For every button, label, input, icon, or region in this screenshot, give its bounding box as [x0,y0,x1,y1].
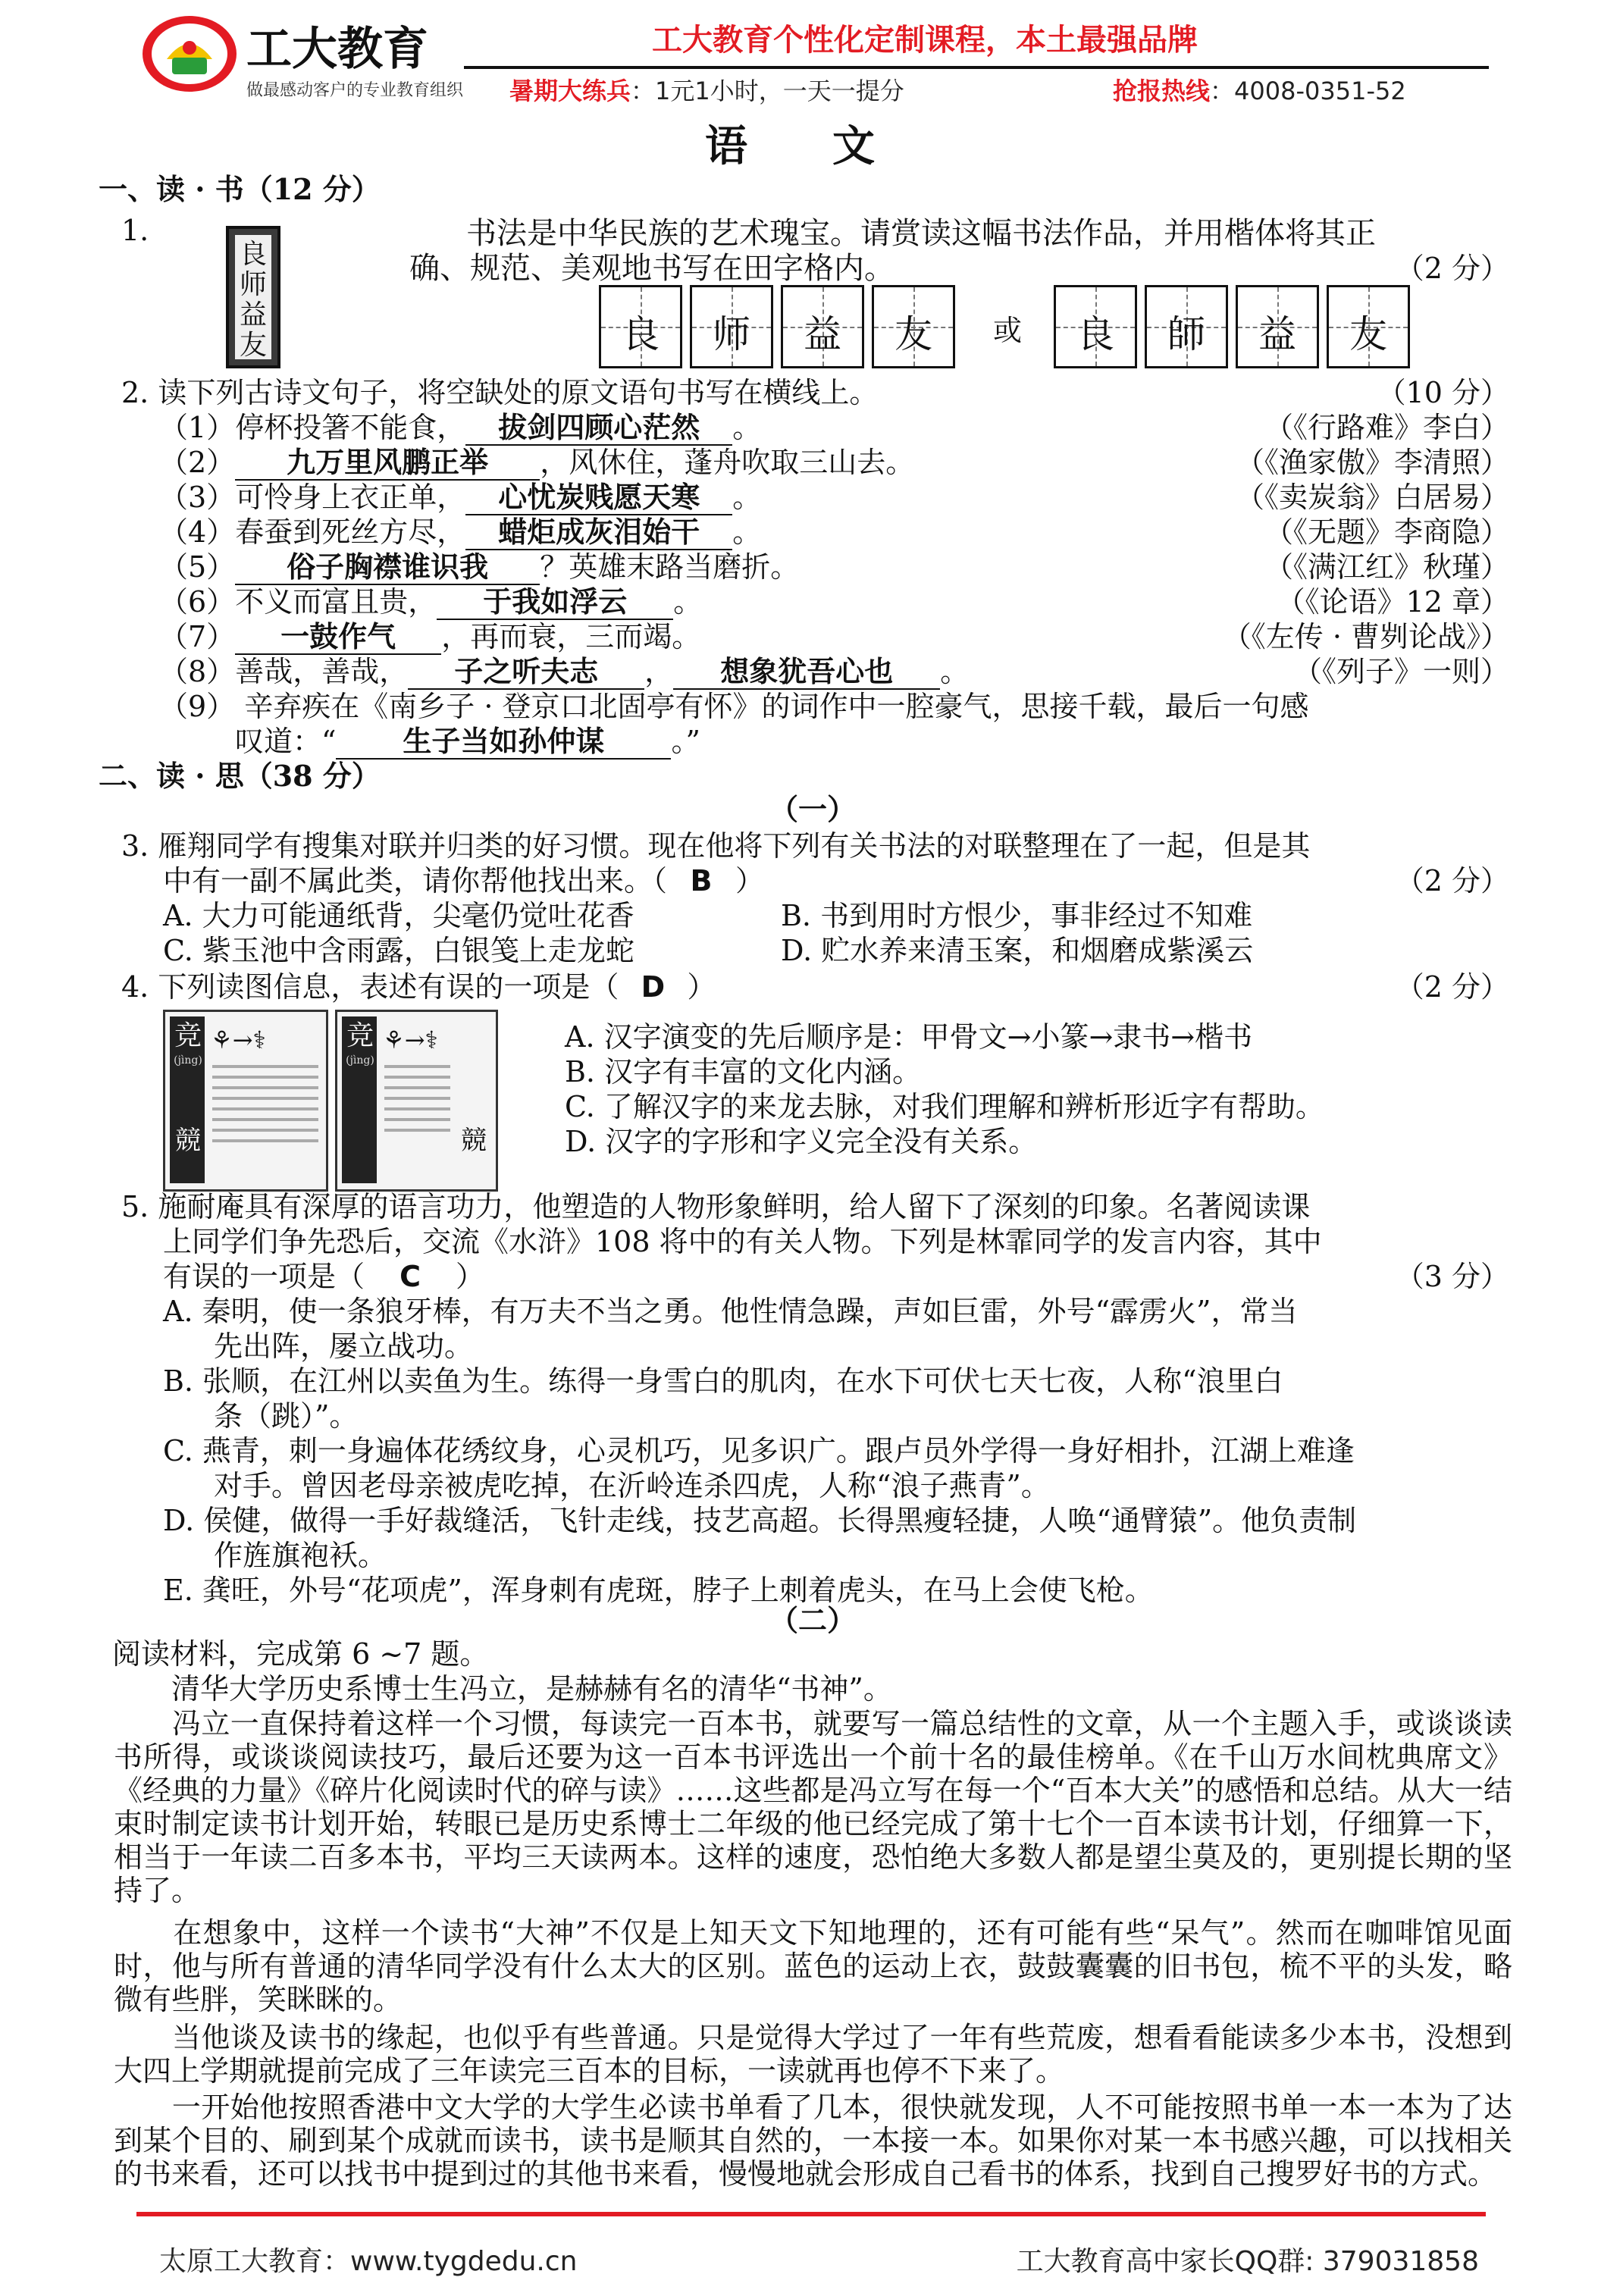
grid-char: 友 [1349,312,1387,356]
item-post: ？英雄末路当磨折。 [540,550,800,584]
item-post: 。” [671,725,700,758]
text-placeholder [212,1076,318,1079]
answer-blank: 九万里风鹏正举 [235,446,540,481]
answer-blank: 心忧炭贱愿天寒 [465,481,732,515]
q2-item-9-line1: （9） 辛弃疾在《南乡子 · 登京口北固亭有怀》的词作中一腔豪气，思接千载，最后一句感 [159,690,1309,723]
text-placeholder [212,1086,318,1089]
grid-char: 良 [1076,312,1114,356]
text-placeholder [384,1118,450,1121]
evolution-glyphs: ⚘→⚕ [211,1026,266,1054]
grid-cell [781,285,864,368]
item-num: （4） [159,515,236,549]
q4-stem [121,970,716,1004]
q3-paren: ） [735,864,765,897]
promo-label: 暑期大练兵 [509,77,631,105]
logo-seal [140,14,239,94]
answer-blank: 一鼓作气 [235,620,441,655]
figure-char-traditional: 競 [461,1126,487,1156]
q5-option-c-cont: 对手。曾因老母亲被虎吃掉，在沂岭连杀四虎，人称“浪子燕青”。 [214,1469,1050,1502]
q5-option-a: A. 秦明，使一条狼牙棒，有万夫不当之勇。他性情急躁，声如巨雷，外号“霹雳火”，常当 [163,1295,1298,1328]
item-source: （《论语》12 章） [1276,585,1509,619]
q4-figure-1 [163,1010,328,1192]
reading-paragraph: 在想象中，这样一个读书“大神”不仅是上知天文下知地理的，还有可能有些“呆气”。然而在咖啡馆见面时，他与所有普通的清华同学没有什么太大的区别。蓝色的运动上衣，鼓鼓囊囊的旧书包，梳不平的头发，略微有些胖，笑眯眯的。 [114,1916,1512,2016]
item-pre: 叹道：“ [235,725,337,758]
item-pre: 停杯投箸不能食， [235,411,466,444]
slogan: 工大教育个性化定制课程，本土最强品牌 [652,23,1198,58]
item-source: （《满江红》秋瑾） [1264,550,1509,584]
q2-stem: 2. 读下列古诗文句子，将空缺处的原文语句书写在横线上。 [121,376,879,409]
item-pre: 善哉，善哉， [235,655,409,688]
grid-cell [1054,285,1137,368]
q3-option-c: C. 紫玉池中含雨露，白银笺上走龙蛇 [163,934,634,967]
reading-paragraph: 当他谈及读书的缘起，也似乎有些普通。只是觉得大学过了一年有些荒废，想看看能读多少本书，没想到大四上学期就提前完成了三年读完三百本的目标，一读就再也停不下来了。 [114,2021,1512,2088]
answer-blank: 于我如浮云 [437,585,673,620]
q5-option-e: E. 龚旺，外号“花项虎”，浑身刺有虎斑，脖子上刺着虎头，在马上会使飞枪。 [163,1574,1154,1607]
text-placeholder [384,1129,450,1132]
grid-char: 益 [804,312,841,356]
q5-option-a-cont: 先出阵，屡立战功。 [214,1330,474,1363]
text-placeholder [212,1118,318,1121]
footer-rule [136,2212,1486,2216]
q4-option-a: A. 汉字演变的先后顺序是：甲骨文→小篆→隶书→楷书 [565,1020,1253,1054]
item-post: 。 [732,515,762,549]
item-num: （6） [159,585,236,619]
q5-stem: 有误的一项是（ [163,1260,365,1293]
item-pre: 不义而富且贵， [235,585,437,619]
footer-qq-group: 工大教育高中家长QQ群: 379031858 [1016,2246,1479,2277]
q4-stem-text: 4. 下列读图信息，表述有误的一项是（ [121,970,619,1004]
item-num: （8） [159,655,236,688]
header-rule [464,66,1489,69]
q1-score: （2 分） [1395,252,1509,285]
q5-line1: 5. 施耐庵具有深厚的语言功力，他塑造的人物形象鲜明，给人留下了深刻的印象。名著阅读课 [121,1190,1311,1223]
item-num: （2） [159,446,236,479]
grid-cell [1327,285,1410,368]
q5-option-b: B. 张顺，在江州以卖鱼为生。练得一身雪白的肌肉，在水下可伏七天七夜，人称“浪里白 [163,1364,1283,1398]
answer-blank: 子之听夫志 [408,655,644,690]
grid-char: 师 [713,312,750,356]
text-placeholder [212,1129,318,1132]
answer-blank: 想象犹吾心也 [673,655,940,690]
q4-answer: D [641,970,666,1004]
item-pre: 可怜身上衣正单， [235,481,466,514]
q5-line3 [163,1260,484,1293]
item-post: 。 [732,411,762,444]
evolution-glyphs: ⚘→⚕ [383,1026,438,1054]
q1-text-line2: 确、规范、美观地书写在田字格内。 [409,251,895,286]
item-num: （1） [159,411,236,444]
promo-text: ：1元1小时，一天一提分 [631,77,904,105]
q5-option-b-cont: 条（跳）”。 [214,1399,359,1433]
item-source: （《左传 · 曹刿论战》） [1222,620,1509,653]
item-source: （《无题》李商隐） [1264,515,1509,549]
item-post: ，再而衰，三而竭。 [441,620,701,653]
reading-paragraph: 一开始他按照香港中文大学的大学生必读书单看了几本，很快就发现，人不可能按照书单一本一本为了达到某个目的、刷到某个成就而读书，读书是顺其自然的，一本接一本。如果你对某一本书感兴趣，可以找相关的书来看，还可以找书中提到过的其他书来看，慢慢地就会形成自己看书的体系，找到自己搜罗好书的方式。 [114,2091,1512,2191]
text-placeholder [212,1097,318,1100]
answer-blank: 蜡炬成灰泪始干 [465,515,732,550]
calligraphy-image [226,226,280,368]
q5-option-d-cont: 作旌旗袍袄。 [214,1539,387,1572]
grid-char: 益 [1258,312,1296,356]
hotline-number: ：4008-0351-52 [1210,77,1406,105]
item-num: （3） [159,481,236,514]
grid-cell [872,285,955,368]
grid-char: 友 [895,312,932,356]
q4-figure-2 [335,1010,498,1192]
q3-option-b: B. 书到用时方恨少，事非经过不知难 [781,899,1253,932]
q5-line2: 上同学们争先恐后，交流《水浒》108 将中的有关人物。下列是林霏同学的发言内容，其中 [163,1225,1322,1258]
text-placeholder [212,1065,318,1068]
reading-intro: 阅读材料，完成第 6 ~7 题。 [112,1637,489,1671]
section-heading-1: 一、读 · 书（12 分） [99,172,381,206]
q4-paren: ） [687,970,716,1004]
q2-item-9-line2 [235,725,700,760]
calligraphy-text: 良师益友 [239,239,267,361]
q1-number: 1. [121,214,149,247]
q3-line1: 3. 雁翔同学有搜集对联并归类的好习惯。现在他将下列有关书法的对联整理在了一起，但是其 [121,829,1311,863]
answer-blank: 生子当如孙仲谋 [336,725,671,760]
q5-answer: C [399,1260,421,1293]
q4-option-d: D. 汉字的字形和字义完全没有关系。 [565,1125,1038,1158]
text-placeholder [212,1107,318,1110]
grid-cell [1145,285,1228,368]
q3-line2 [163,864,764,897]
item-source: （《列子》一则） [1292,655,1509,688]
grid-cell [1236,285,1319,368]
q3-answer: B [690,864,713,897]
q2-score: （10 分） [1377,376,1509,409]
figure-pinyin: (jìng) [174,1054,202,1067]
q3-score: （2 分） [1395,864,1509,897]
hotline [1113,76,1406,106]
q5-option-d: D. 侯健，做得一手好裁缝活，飞针走线，技艺高超。长得黑瘦轻捷，人唤“通臂猿”。他负责制 [163,1504,1357,1537]
logo-name: 工大教育 [246,23,428,76]
text-placeholder [384,1076,450,1079]
item-num: （7） [159,620,236,653]
promo [509,76,904,106]
q4-option-c: C. 了解汉字的来龙去脉，对我们理解和辨析形近字有帮助。 [565,1090,1324,1123]
reading-paragraph: 清华大学历史系博士生冯立，是赫赫有名的清华“书神”。 [114,1672,892,1706]
part-heading-1: （一） [769,792,857,826]
figure-pinyin: (jìng) [346,1054,374,1067]
text-placeholder [384,1107,450,1110]
logo-subtitle: 做最感动客户的专业教育组织 [246,81,464,100]
hotline-label: 抢报热线 [1113,77,1211,105]
q5-score: （3 分） [1395,1260,1509,1293]
section-heading-2: 二、读 · 思（38 分） [99,759,381,793]
q5-paren: ） [456,1260,485,1293]
item-pre: 春蚕到死丝方尽， [235,515,466,549]
answer-blank: 拔剑四顾心茫然 [465,411,732,446]
reading-paragraph: 冯立一直保持着这样一个习惯，每读完一百本书，就要写一篇总结性的文章，从一个主题入手，或谈谈读书所得，或谈谈阅读技巧，最后还要为这一百本书评选出一个前十名的最佳榜单。《在千山万水间枕典席文》《经典的力量》《碎片化阅读时代的碎与读》……这些都是冯立写在每一个“百本大关”的感悟和总结。从大一结束时制定读书计划开始，转眼已是历史系博士二年级的他已经完成了第十七个一百本读书计划，仔细算一下，相当于一年读二百多本书，平均三天读两本。这样的速度，恐怕绝大多数人都是望尘莫及的，更别提长期的坚持了。 [114,1707,1512,1907]
figure-char: 竞 [174,1020,202,1051]
q5-option-c: C. 燕青，刺一身遍体花绣纹身，心灵机巧，见多识广。跟卢员外学得一身好相扑，江湖上难逢 [163,1434,1355,1467]
text-placeholder [212,1139,318,1142]
item-post: 。 [732,481,762,514]
q1-text-line1: 书法是中华民族的艺术瑰宝。请赏读这幅书法作品，并用楷体将其正 [466,216,1376,251]
page-title: 语 文 [705,121,875,171]
item-source: （《行路难》李白） [1264,411,1509,444]
grid-char: 良 [622,312,660,356]
footer-website: 太原工大教育：www.tygdedu.cn [159,2246,578,2277]
figure-char: 竞 [346,1020,374,1051]
grid-cell [599,285,682,368]
item-source: （《卖炭翁》白居易） [1235,481,1509,514]
text-placeholder [384,1065,450,1068]
q3-option-a: A. 大力可能通纸背，尖毫仍觉吐花香 [163,899,634,932]
q3-option-d: D. 贮水养来清玉案，和烟磨成紫溪云 [781,934,1254,967]
item-num: （5） [159,550,236,584]
item-post: ，风休住，蓬舟吹取三山去。 [540,446,915,479]
text-placeholder [384,1086,450,1089]
item-source: （《渔家傲》李清照） [1235,446,1509,479]
figure-char-traditional: 競 [175,1126,201,1156]
text-placeholder [384,1097,450,1100]
grid-cell [690,285,773,368]
q4-option-b: B. 汉字有丰富的文化内涵。 [565,1055,922,1088]
item-post: 。 [673,585,703,619]
part-heading-2: （二） [769,1603,857,1637]
q4-score: （2 分） [1395,970,1509,1004]
q3-stem: 中有一副不属此类，请你帮他找出来。（ [163,864,668,897]
or-label: 或 [993,314,1023,347]
item-mid: ， [644,655,674,688]
answer-blank: 俗子胸襟谁识我 [235,550,540,585]
grid-char: 師 [1167,312,1205,356]
item-post: 。 [940,655,970,688]
